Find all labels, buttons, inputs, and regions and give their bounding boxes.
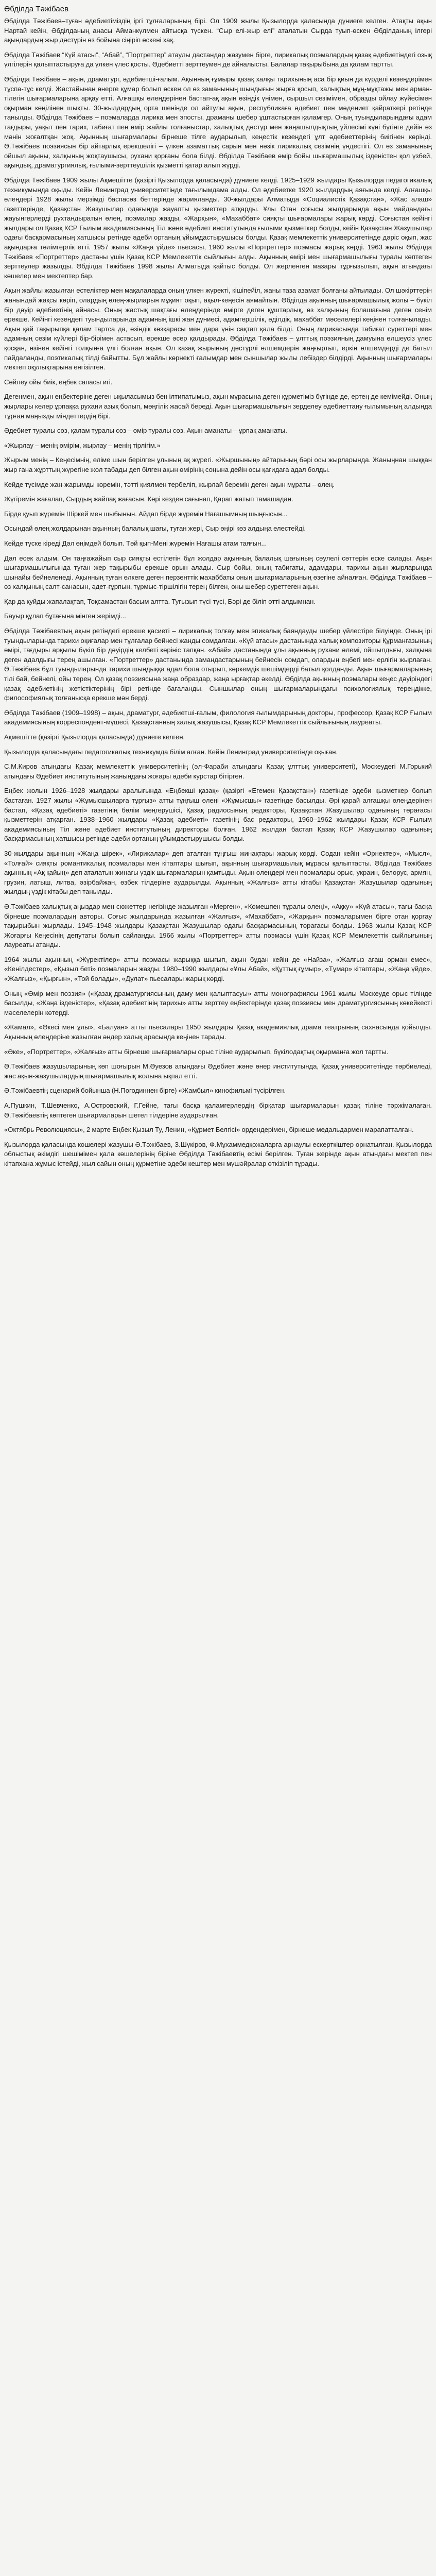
paragraph: С.М.Киров атындағы Қазақ мемлекеттік университетінің (әл-Фараби атындағы Қазақ ұлттық университеті), Мәскеудегі М.Горький атындағы Әдебиет институтының жанындағы жоғары әдеби курстар бітірген. <box>4 762 432 780</box>
paragraph: Әбділда Тәжібаев–туған әдебиетіміздің іргі тұлғаларының бірі. Ол 1909 жылы Қызылорда қаласында дүниеге келген. Атақты ақын Нартай кейін, Әбділданың анасы Айманкүлмен айтысқа түскен. “Сыр елі-жыр елі” аталатын Сырда туып-өскен Әбділданың ілгері ақындардың жыр дәстүрін өз бойына сіңіріп өскені хақ. <box>4 17 432 44</box>
paragraph: Ә.Тәжібаевтің сценарий бойынша (Н.Погодиннен бірге) «Жамбыл» кинофильмі түсірілген. <box>4 1087 286 1095</box>
paragraph: Әдебиет туралы сөз, қалам туралы сөз – өмір туралы сөз. Ақын аманаты – ұрпақ аманаты. <box>4 427 287 435</box>
paragraph: «Жамал», «Әкесі мен ұлы», «Балуан» атты пьесалары 1950 жылдары Қазақ академиялық драма театрының сахнасында қойылды. Ақынның өлеңдеріне жазылған әндер халық арасында кеңінен тарады. <box>4 1023 432 1041</box>
article-body <box>4 16 432 1169</box>
paragraph: Кейде түсімде жан-жарымды көремін, тәтті қиялмен тербеліп, жырлай беремін деген ақын мұраты – өлең. <box>4 480 335 488</box>
paragraph: «Жырлау – менің өмірім, жырлау – менің тірлігім.» <box>4 441 161 449</box>
paragraph: «Әке», «Портреттер», «Жалғыз» атты бірнеше шығармалары орыс тіліне аударылып, бүкілодақтық оқырманға жол тартты. <box>4 1047 389 1056</box>
paragraph: Жүгіремін жағалап, Сырдың жайпақ жағасын. Көрі кезден сағынап, Қарап жатып тамашадан. <box>4 495 293 503</box>
paragraph: Әбділда Тәжібаевтың ақын ретіндегі ерекше қасиеті – лирикалық толғау мен эпикалық баяндауды шебер үйлестіре білуінде. Оның ірі туындыларында тарихи оқиғалар мен тұлғалар бейнесі жанды сомдалған. «Күй атасы» дастанында халық композиторы Құрманғазының өмірі, тағдыры арқылы бүкіл бір дәуірдің келбеті көрініс тапқан. «Абай» дастанында ұлы ақынның рухани әлемі, ойшылдығы, халқына деген адалдығы терең ашылған. «Портреттер» дастанында замандастарының бейнесін сомдап, олардың еңбегі мен ерлігін жырлаған. Ә.Тәжібаев бұл туындыларында тарихи шындыққа адал бола отырып, көркемдік шешімдерді батыл қолданды. Ақын шығармаларының тілі бай, бейнелі, ойы терең. Ол қазақ поэзиясына жаңа образдар, жаңа ырғақтар әкелді. Әбділда ақынның поэмалары кеңес дәуіріндегі қазақ әдебиетінің жетістіктерінің бірі ретінде бағаланды. Сыншылар оның шығармаларындағы психологиялық тереңдікке, философиялық толғанысқа ерекше мән берді. <box>4 627 432 702</box>
paragraph: Ақмешітте (қазіргі Қызылорда қаласында) дүниеге келген. <box>4 733 185 741</box>
paragraph: Дегенмен, ақын еңбектеріне деген ықыласымыз бен ілтипатымыз, ақын мұрасына деген құрметіміз бүгінде де, ертең де кемімейді. Оның жырлары келер ұрпаққа рухани азық болып, мәңгілік жасай береді. Ақын шығармашылығын зерделеу әдебиеттану ғылымының алдында тұрған маңызды міндеттердің бірі. <box>4 393 432 420</box>
paragraph: Қар да қуйды жапалақтап, Тоқсамастан басым алтта. Туғызып түсі-түсі, Бәрі де біліп өтті алдымнан. <box>4 597 316 605</box>
paragraph: Қызылорда қаласындағы педагогикалық техникумда білім алған. Кейін Ленинград университетінде оқыған. <box>4 748 338 756</box>
paragraph: Ақын жайлы жазылған естеліктер мен мақалаларда оның үлкен жүректі, кішіпейіл, жаны таза азамат болғаны айтылады. Ол шәкірттерін жанындай жақсы көріп, олардың өлең-жырларын мұқият оқып, ақыл-кеңесін аямайтын. Әбділда ақынның шығармашылық жолы – бүкіл бір дәуір әдебиетінің айнасы. Оның жастық шақтағы өлеңдерінде өмірге деген құштарлық, өз халқының болашағына деген сенім ерекше. Кейінгі кезеңдегі туындыларында адамның ішкі жан дүниесі, адамгершілік, әділдік, махаббат мәселелері кеңінен толғанылады. Ақын қай тақырыпқа қалам тартса да, өзіндік көзқарасы мен дара үнін сақтап қала білді. Оның лирикасында табиғат суреттері мен адамның сезім күйлері бір-бірімен астасып, ерекше әсер қалдырады. Әбділда Тәжібаев – ұлттық поэзияның дамуына өлшеусіз үлес қосқан, өзінен кейінгі толқынға үлгі болған ақын. Ол қазақ жырының дәстүрлі өлшемдерін жаңғыртып, еркін өлшемдерді де батыл пайдаланды, поэтикалық тілді байытты. Бұл жайлы көрнекті ғалымдар мен сыншылар жылы лебіздер білдірді. Ақынның шығармалары мектеп оқулықтарына енгізілген. <box>4 286 432 371</box>
paragraph: Дәл есек алдым. Он таңғажайып сыр сияқты естілетін бұл жолдар ақынның балалық шағының сәулелі сәттерін еске салады. Ақын шығармашылығында туған жер тақырыбы ерекше орын алады. Сыр бойы, оның табиғаты, адамдары, тарихы ақын жырларында шынайы бейнеленеді. Ақынның туған өлкеге деген перзенттік махаббаты оның шығармаларының өзегіне айналған. Әбділда Тәжібаев – өз халқының салт-санасын, әдет-ғұрпын, тұрмыс-тіршілігін терең білген, оны шебер суреттеген ақын. <box>4 554 432 591</box>
paragraph: Бауыр құлап бұтағына мінген жерімді... <box>4 612 126 620</box>
paragraph: Осындай өлең жолдарынан ақынның балалық шағы, туған жері, Сыр өңірі көз алдыңа елестейді. <box>4 524 306 533</box>
paragraph: Сөйлеу ойы биік, еңбек сапасы игі. <box>4 378 113 386</box>
paragraph: Еңбек жолын 1926–1928 жылдары аралығында «Еңбекші қазақ» (қазіргі «Егемен Қазақстан») газетінде әдеби қызметкер болып бастаған. 1927 жылы «Жұмысшыларға тұрғыз» атты тұңғыш өлеңі «Жұмысшы» газетінде басылды. Әрі қарай алғашқы өлеңдерінен бастап, «Қазақ әдебиеті» газетінің бөлім меңгерушісі, Қазақ радиосының редакторы, Қазақстан Жазушылар одағының төрағасы қызметтерін атқарған. 1938–1960 жылдары «Қазақ әдебиеті» газетінің бас редакторы, 1960–1962 жылдары Қазақ КСР Ғылым академиясының Тіл және әдебиет институтының директоры болған. 1962 жылдан бастап Қазақ КСР Жазушылар одағының басқармасының хатшысы ретінде әдеби ортаның ұйымдастырушысы болды. <box>4 787 432 843</box>
paragraph: «Октябрь Революциясы», 2 марте Еңбек Қызыл Ту, Ленин, «Құрмет Белгісі» ордендерімен, бірнеше медальдармен марапатталған. <box>4 1126 414 1134</box>
paragraph: Әбділда Тәжібаев 1909 жылы Ақмешітте (қазіргі Қызылорда қаласында) дүниеге келді. 1925–1929 жылдары Қызылорда педагогикалық техникумында оқыды. Кейін Ленинград университетінде тағылымдама алды. Ол әдебиетке 1920 жылдардың аяғында келді. Алғашқы өлеңдері 1928 жылы мерзімді баспасөз беттерінде жарияланды. 30-жылдары Алматыда «Социалистік Қазақстан», «Жас алаш» газеттерінде, Қазақстан Жазушылар одағында жауапты қызметтер атқарды. Ұлы Отан соғысы жылдарында ақын майдандағы жауынгерлерді рухтандыратын өлең, поэмалар жазды, «Жарқын», «Махаббат» сияқты шығармалары жарық көрді. Соғыстан кейінгі жылдары ол Қазақ КСР Ғылым академиясының Тіл және әдебиет институтында ғылыми қызметкер болды, кейін Қазақстан Жазушылар одағы басқармасының хатшысы ретінде әдеби ортаның ұйымдастырушысы болды. Қазақ мемлекеттік университетінде дәріс оқып, жас ақындарға тәлімгерлік етті. 1957 жылы «Жаңа үйде» пьесасы, 1960 жылы «Портреттер» поэмасы жарық көрді. 1963 жылы Әбділда Тәжібаев «Портреттер» дастаны үшін Қазақ КСР Мемлекеттік сыйлығын алды. Ақынның өмірі мен шығармашылығы туралы көптеген зерттеулер жазылды. Әбділда Тәжібаев 1998 жылы Алматыда қайтыс болды. Ол жерленген мазары тұрғызылып, ақын атындағы көшелер мен мектептер бар. <box>4 176 432 280</box>
paragraph: Әбділда Тәжібаев – ақын, драматург, әдебиетші-ғалым. Ақынның ғұмыры қазақ халқы тарихының аса бір қиын да күрделі кезеңдерімен тұспа-тұс келді. Жастайынан өнерге құмар болып өскен ол өз заманының шындығын жырға қосып, халықтың мұң-мұқтажы мен арман-тілегін шығармаларына арқау етті. Алғашқы өлеңдерінен бастап-ақ ақын өзіндік үнімен, сыршыл сезімімен, образды ойлау жүйесімен оқырман көңілінен шықты. 30-жылдардың орта шенінде ол айтулы ақын, республикаға әдебиет пен мәдениет қайраткері ретінде танылды. Әбділда Тәжібаев – поэмаларда лирика мен эпосты, драманы шебер ұштастырған қаламгер. Оның туындыларындағы адам тағдыры, уақыт пен тарих, табиғат пен өмір жайлы толғаныстар, халықтық дәстүр мен жаңашылдықтың үйлесімі күні бүгінге дейін өз мәнін жоғалтқан жоқ. Ақынның шығармалары бірнеше тілге аударылып, кеңестік кезеңдегі ұлт әдебиеттерінің биігінен көрінді. Ә.Тәжібаев поэзиясын бір айтарлық ерекшелігі – үлкен азаматтық сарын мен нәзік лирикалық сезімнің үндестігі. Ол өз заманының ойшыл ақыны, халқының жоқтаушысы, рухани қорғаны бола білді. Әбділда Тәжібаев өмір бойы шығармашылық ізденістен қол үзбей, ақындық, драматургиялық, ғылыми-зерттеушілік қызметті қатар алып жүрді. <box>4 75 432 170</box>
paragraph: 30-жылдары ақынның «Жаңа шірек», «Лирикалар» деп аталған тұңғыш жинақтары жарық көрді. Содан кейін «Орнектер», «Мысл», «Толғай» сияқты романтикалық поэмалары мен кітаптары шығып, ақынның шығармашылық мұрасы қалыптасты. Әбділда Тәжібаев ақынның «Ақ қайың» деп аталатын жинағы үздік шығармаларын қамтыды. Ақын өлеңдері мен поэмалары орыс, украин, белорус, армян, грузин, латыш, литва, әзірбайжан, өзбек тілдеріне аударылды. Ақынның «Жалғыз» атты кітабы Қазақстан Жазушылар одағының жылдың үздік кітабы деп танылды. <box>4 849 432 896</box>
paragraph: Кейде түске кіреді Дәл өңімдей болып. Тәй қып-Мені жүремін Нағашы атам таяғын... <box>4 539 267 547</box>
paragraph: 1964 жылы ақынның «Жүректілер» атты поэмасы жарыққа шығып, ақын бұдан кейін де «Найза», «Жалғыз ағаш орман емес», «Кенілдестер», «Қызыл беті» поэмаларын жазды. 1980–1990 жылдары «Ұлы Абай», «Құттық ғұмыр», «Тұмар» кітаптары, «Жаңа үйде», «Жалғыз», «Қырғын», «Той болады», «Дулат» пьесалары жарық көрді. <box>4 955 432 983</box>
paragraph: А.Пушкин, Т.Шевченко, А.Островский, Г.Гейне, тағы басқа қаламгерлердің бірқатар шығармаларын қазақ тіліне тәржімалаған. Ә.Тәжібаевтің көптеген шығармаларын шетел тілдеріне аударылған. <box>4 1101 432 1119</box>
paragraph: Әбділда Тәжібаев “Күй атасы”, “Абай”, “Портреттер” атаулы дастандар жазумен бірге, лирикалық поэмалардың қазақ әдебиетіндегі озық үлгілерін қалыптастыруға да үлкен үлес қосты. Әдебиетті зерттеумен де айналысты. Балалар тақырыбына да қалам тартты. <box>4 50 432 69</box>
paragraph: Оның «Өмір мен поэзия» («Қазақ драматургиясының даму мен қалыптасуы» атты монографиясы 1961 жылы Мәскеуде орыс тілінде басылды, «Жаңа ізденістер», «Қазақ әдебиетінің тарихы» атты зерттеу еңбектерінде қазақ поэзиясы мен драматургиясының көкейкесті мәселелерін көтерді. <box>4 989 432 1016</box>
paragraph: Жырым менің – Кеңесімнің, еліме шын берілген ұлының ақ жүрегі. «Жыршының» айтарының бәрі осы жырларында. Жаныңнан шыққан жыр ғана жұрттың жүрегіне жол табады деп білген ақын өмірінің соңына дейін осы қағидаға адал болды. <box>4 456 432 473</box>
paragraph: Ә.Тәжібаев жазушыларының көп шоғырын М.Әуезов атындағы Әдебиет және өнер институтында, Қазақ университетінде тәрбиеледі, жас ақын-жазушылардың шығармашылық жолына ықпал етті. <box>4 1062 432 1080</box>
paragraph: Әбділда Тәжібаев (1909–1998) – ақын, драматург, әдебиетші-ғалым, филология ғылымдарының докторы, профессор, Қазақ КСР Ғылым академиясының корреспондент-мүшесі, Қазақстанның халық жазушысы, Қазақ КСР Мемлекеттік сыйлығының лауреаты. <box>4 708 432 726</box>
paragraph: Ә.Тәжібаев халықтық аңыздар мен сюжеттер негізінде жазылған «Мерген», «Көмешпен тұралы өлеңі», «Ақку» «Күй атасы», тағы басқа бірнеше поэмалардың авторы. Соғыс жылдарында жазылған «Жалғыз», «Махаббат», «Жарқын» поэмаларымен бірге отан қорғау тақырыбын жырлады. 1945–1948 жылдары Қазақстан Жазушылар одағы басқармасының төрағасы болды. 1963 жылы Қазақ КСР Жоғарғы Кеңесінің депутаты болып сайланды. 1966 жылы «Портреттер» атты поэмасы үшін Қазақ КСР Мемлекеттік сыйлығының лауреаты атанды. <box>4 902 432 949</box>
paragraph: Бірде қуып жүремін Шіркей мен шыбынын. Айдап бірде жүремін Нағашымның шыңғысын... <box>4 510 288 518</box>
article-title: Әбділда Тәжібаев <box>4 5 69 13</box>
paragraph: Қызылорда қаласында көшелері жазушы Ә.Тәжібаев, З.Шүкіров, Ф.Мұхаммедқожаларға арнаулы ескерткіштер орнатылған. Қызылорда облыстық әкімдігі шешімімен қала көшелерінің біріне Әбділда Тәжібаевтің есімі берілген. Туған жерінде ақын атындағы мектеп пен кітапхана жұмыс істейді, жыл сайын оның құрметіне әдеби кештер мен мүшәйралар өткізіліп тұрады. <box>4 1140 432 1167</box>
